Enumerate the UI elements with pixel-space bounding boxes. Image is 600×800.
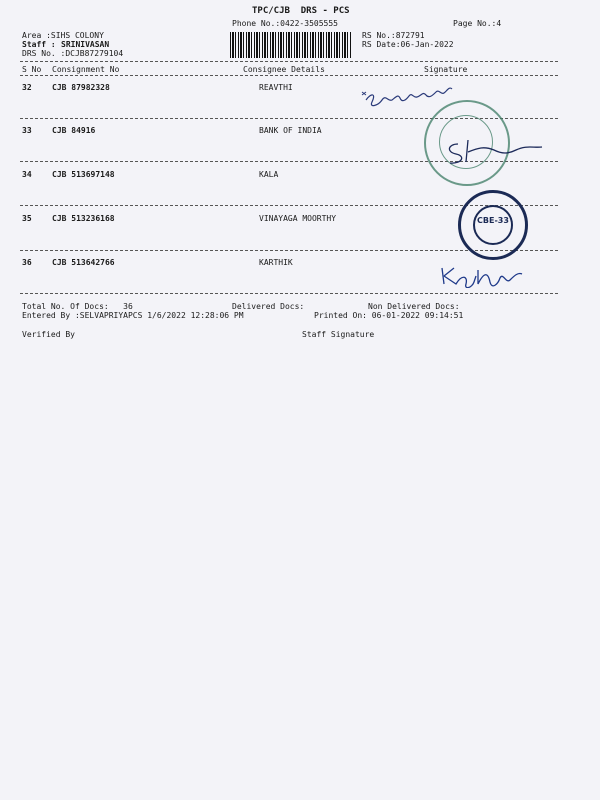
row-consignment: CJB 513642766 xyxy=(52,258,115,267)
column-header-consignment: Consignment No xyxy=(52,65,120,74)
row-sno: 35 xyxy=(22,214,32,223)
row-consignment: CJB 84916 xyxy=(52,126,96,135)
area-field: Area :SIHS COLONY xyxy=(22,31,104,40)
printed-on: Printed On: 06-01-2022 09:14:51 xyxy=(314,311,464,320)
drs-number: DRS No. :DCJB87279104 xyxy=(22,49,124,58)
page-number: Page No.:4 xyxy=(453,19,502,28)
entered-by: Entered By :SELVAPRIYAPCS 1/6/2022 12:28:06 PM xyxy=(22,311,244,320)
row-consignee: BANK OF INDIA xyxy=(259,126,322,135)
row-sno: 33 xyxy=(22,126,32,135)
row-consignee: REAVTHI xyxy=(259,83,293,92)
signature-row-32 xyxy=(360,86,470,112)
divider xyxy=(20,293,558,294)
divider xyxy=(20,75,558,76)
column-header-signature: Signature xyxy=(424,65,468,74)
column-header-consignee: Consignee Details xyxy=(243,65,325,74)
total-docs: Total No. Of Docs: 36 xyxy=(22,302,133,311)
company-seal-stamp xyxy=(458,190,528,260)
rs-number: RS No.:872791 xyxy=(362,31,425,40)
row-sno: 32 xyxy=(22,83,32,92)
staff-name: SRINIVASAN xyxy=(61,40,110,49)
stamp-code: CBE-33 xyxy=(477,216,509,225)
row-consignment: CJB 513236168 xyxy=(52,214,115,223)
staff-label: Staff : xyxy=(22,40,56,49)
divider xyxy=(20,61,558,62)
row-consignee: KALA xyxy=(259,170,279,179)
row-consignment: CJB 87982328 xyxy=(52,83,110,92)
delivered-docs: Delivered Docs: xyxy=(232,302,305,311)
row-consignee: KARTHIK xyxy=(259,258,293,267)
column-header-sno: S No xyxy=(22,65,42,74)
row-sno: 36 xyxy=(22,258,32,267)
row-consignee: VINAYAGA MOORTHY xyxy=(259,214,337,223)
row-sno: 34 xyxy=(22,170,32,179)
staff-signature-label: Staff Signature xyxy=(302,330,375,339)
rs-date: RS Date:06-Jan-2022 xyxy=(362,40,454,49)
non-delivered-docs: Non Delivered Docs: xyxy=(368,302,460,311)
verified-by-label: Verified By xyxy=(22,330,75,339)
document-title: TPC/CJB DRS - PCS xyxy=(252,6,350,16)
signature-row-36 xyxy=(436,264,526,288)
row-consignment: CJB 513697148 xyxy=(52,170,115,179)
signature-row-33 xyxy=(438,136,558,166)
phone-number: Phone No.:0422-3505555 xyxy=(232,19,338,28)
barcode xyxy=(230,32,352,58)
